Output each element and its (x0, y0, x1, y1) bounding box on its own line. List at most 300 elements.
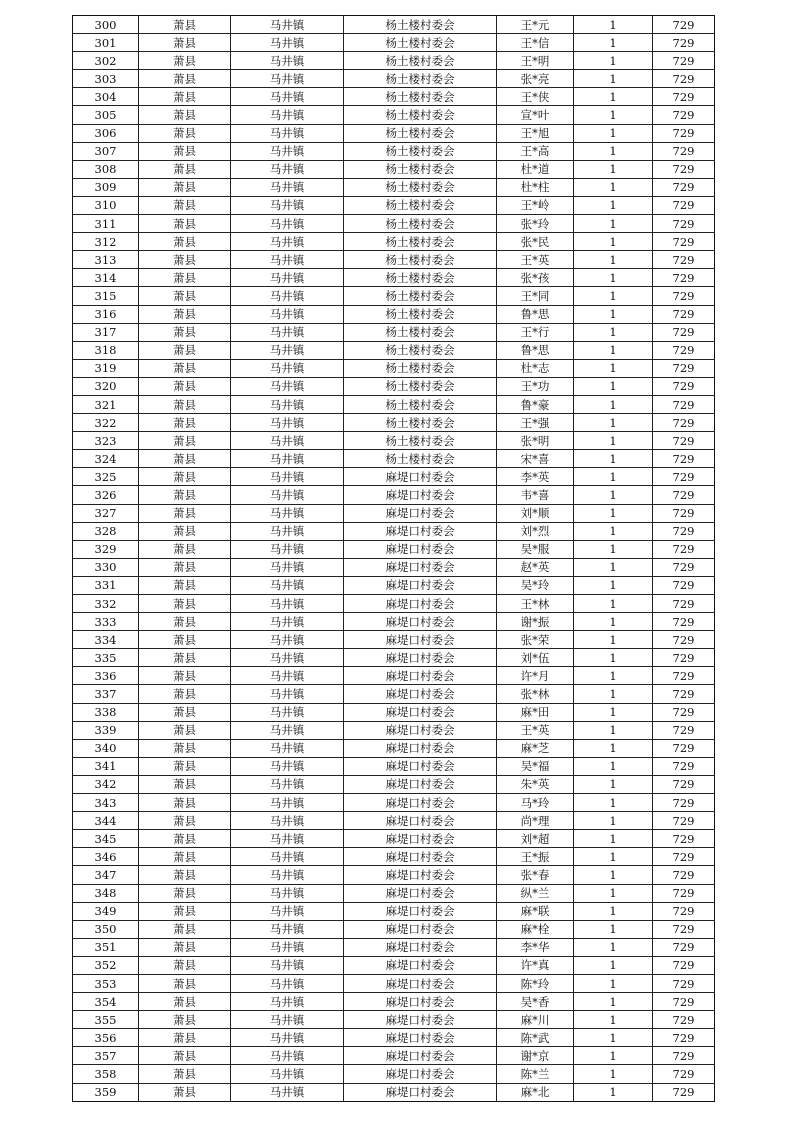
person-name-cell: 麻*田 (497, 703, 574, 721)
town-cell: 马井镇 (231, 70, 344, 88)
person-name-cell: 刘*烈 (497, 522, 574, 540)
table-row (73, 160, 715, 178)
county-cell: 萧县 (139, 70, 231, 88)
county-cell: 萧县 (139, 866, 231, 884)
amount-cell: 729 (653, 721, 715, 739)
county-cell: 萧县 (139, 233, 231, 251)
person-name-cell: 尚*理 (497, 812, 574, 830)
person-name-cell: 陈*玲 (497, 974, 574, 992)
village-committee-cell: 杨土楼村委会 (344, 341, 497, 359)
household-count-cell: 1 (574, 323, 653, 341)
person-name-cell: 张*荣 (497, 631, 574, 649)
town-cell: 马井镇 (231, 196, 344, 214)
town-cell: 马井镇 (231, 739, 344, 757)
village-committee-cell: 杨土楼村委会 (344, 142, 497, 160)
row-number-cell: 335 (73, 649, 139, 667)
table-row (73, 88, 715, 106)
person-name-cell: 王*元 (497, 16, 574, 34)
amount-cell: 729 (653, 305, 715, 323)
village-committee-cell: 麻堤口村委会 (344, 558, 497, 576)
table-row (73, 377, 715, 395)
table-row (73, 323, 715, 341)
town-cell: 马井镇 (231, 830, 344, 848)
table-row (73, 178, 715, 196)
row-number-cell: 348 (73, 884, 139, 902)
amount-cell: 729 (653, 450, 715, 468)
village-committee-cell: 麻堤口村委会 (344, 812, 497, 830)
village-committee-cell: 杨土楼村委会 (344, 106, 497, 124)
row-number-cell: 342 (73, 775, 139, 793)
table-row (73, 251, 715, 269)
village-committee-cell: 麻堤口村委会 (344, 522, 497, 540)
row-number-cell: 354 (73, 993, 139, 1011)
town-cell: 马井镇 (231, 1047, 344, 1065)
row-number-cell: 329 (73, 540, 139, 558)
row-number-cell: 332 (73, 595, 139, 613)
table-row (73, 757, 715, 775)
amount-cell: 729 (653, 251, 715, 269)
amount-cell: 729 (653, 866, 715, 884)
person-name-cell: 刘*顺 (497, 504, 574, 522)
household-count-cell: 1 (574, 88, 653, 106)
amount-cell: 729 (653, 938, 715, 956)
row-number-cell: 344 (73, 812, 139, 830)
table-row (73, 522, 715, 540)
village-committee-cell: 麻堤口村委会 (344, 993, 497, 1011)
row-number-cell: 358 (73, 1065, 139, 1083)
county-cell: 萧县 (139, 812, 231, 830)
table-row (73, 1011, 715, 1029)
amount-cell: 729 (653, 341, 715, 359)
person-name-cell: 张*民 (497, 233, 574, 251)
household-count-cell: 1 (574, 721, 653, 739)
person-name-cell: 吴*玲 (497, 576, 574, 594)
county-cell: 萧县 (139, 142, 231, 160)
person-name-cell: 王*林 (497, 595, 574, 613)
town-cell: 马井镇 (231, 812, 344, 830)
town-cell: 马井镇 (231, 956, 344, 974)
town-cell: 马井镇 (231, 486, 344, 504)
household-count-cell: 1 (574, 215, 653, 233)
village-committee-cell: 杨土楼村委会 (344, 305, 497, 323)
amount-cell: 729 (653, 160, 715, 178)
row-number-cell: 307 (73, 142, 139, 160)
town-cell: 马井镇 (231, 450, 344, 468)
roster-body (73, 16, 715, 1102)
amount-cell: 729 (653, 631, 715, 649)
town-cell: 马井镇 (231, 866, 344, 884)
table-row (73, 993, 715, 1011)
household-count-cell: 1 (574, 739, 653, 757)
town-cell: 马井镇 (231, 287, 344, 305)
village-committee-cell: 麻堤口村委会 (344, 595, 497, 613)
village-committee-cell: 杨土楼村委会 (344, 233, 497, 251)
table-row (73, 721, 715, 739)
town-cell: 马井镇 (231, 1011, 344, 1029)
amount-cell: 729 (653, 902, 715, 920)
row-number-cell: 302 (73, 52, 139, 70)
town-cell: 马井镇 (231, 34, 344, 52)
person-name-cell: 张*春 (497, 866, 574, 884)
town-cell: 马井镇 (231, 251, 344, 269)
table-row (73, 956, 715, 974)
row-number-cell: 306 (73, 124, 139, 142)
amount-cell: 729 (653, 540, 715, 558)
household-count-cell: 1 (574, 377, 653, 395)
household-count-cell: 1 (574, 16, 653, 34)
county-cell: 萧县 (139, 287, 231, 305)
county-cell: 萧县 (139, 721, 231, 739)
row-number-cell: 320 (73, 377, 139, 395)
town-cell: 马井镇 (231, 884, 344, 902)
person-name-cell: 刘*伍 (497, 649, 574, 667)
village-committee-cell: 麻堤口村委会 (344, 830, 497, 848)
household-count-cell: 1 (574, 1029, 653, 1047)
amount-cell: 729 (653, 1047, 715, 1065)
village-committee-cell: 杨土楼村委会 (344, 196, 497, 214)
village-committee-cell: 杨土楼村委会 (344, 432, 497, 450)
county-cell: 萧县 (139, 450, 231, 468)
person-name-cell: 麻*北 (497, 1083, 574, 1101)
county-cell: 萧县 (139, 794, 231, 812)
county-cell: 萧县 (139, 938, 231, 956)
amount-cell: 729 (653, 88, 715, 106)
table-row (73, 558, 715, 576)
county-cell: 萧县 (139, 540, 231, 558)
village-committee-cell: 麻堤口村委会 (344, 866, 497, 884)
household-count-cell: 1 (574, 142, 653, 160)
person-name-cell: 吴*福 (497, 757, 574, 775)
household-count-cell: 1 (574, 395, 653, 413)
county-cell: 萧县 (139, 215, 231, 233)
town-cell: 马井镇 (231, 359, 344, 377)
household-count-cell: 1 (574, 251, 653, 269)
amount-cell: 729 (653, 106, 715, 124)
county-cell: 萧县 (139, 395, 231, 413)
village-committee-cell: 杨土楼村委会 (344, 359, 497, 377)
village-committee-cell: 杨土楼村委会 (344, 16, 497, 34)
county-cell: 萧县 (139, 920, 231, 938)
county-cell: 萧县 (139, 160, 231, 178)
person-name-cell: 赵*英 (497, 558, 574, 576)
county-cell: 萧县 (139, 1065, 231, 1083)
household-count-cell: 1 (574, 1011, 653, 1029)
household-count-cell: 1 (574, 196, 653, 214)
town-cell: 马井镇 (231, 178, 344, 196)
household-count-cell: 1 (574, 269, 653, 287)
town-cell: 马井镇 (231, 938, 344, 956)
county-cell: 萧县 (139, 323, 231, 341)
town-cell: 马井镇 (231, 52, 344, 70)
amount-cell: 729 (653, 739, 715, 757)
table-row (73, 775, 715, 793)
town-cell: 马井镇 (231, 1065, 344, 1083)
village-committee-cell: 麻堤口村委会 (344, 685, 497, 703)
household-count-cell: 1 (574, 178, 653, 196)
county-cell: 萧县 (139, 359, 231, 377)
village-committee-cell: 麻堤口村委会 (344, 920, 497, 938)
person-name-cell: 张*孩 (497, 269, 574, 287)
amount-cell: 729 (653, 486, 715, 504)
county-cell: 萧县 (139, 522, 231, 540)
person-name-cell: 麻*栓 (497, 920, 574, 938)
person-name-cell: 王*英 (497, 251, 574, 269)
person-name-cell: 许*月 (497, 667, 574, 685)
person-name-cell: 纵*兰 (497, 884, 574, 902)
village-committee-cell: 麻堤口村委会 (344, 703, 497, 721)
county-cell: 萧县 (139, 124, 231, 142)
row-number-cell: 331 (73, 576, 139, 594)
table-row (73, 866, 715, 884)
village-committee-cell: 麻堤口村委会 (344, 576, 497, 594)
household-count-cell: 1 (574, 830, 653, 848)
household-count-cell: 1 (574, 414, 653, 432)
person-name-cell: 王*侠 (497, 88, 574, 106)
amount-cell: 729 (653, 432, 715, 450)
household-count-cell: 1 (574, 522, 653, 540)
person-name-cell: 吴*香 (497, 993, 574, 1011)
household-count-cell: 1 (574, 775, 653, 793)
county-cell: 萧县 (139, 830, 231, 848)
row-number-cell: 326 (73, 486, 139, 504)
county-cell: 萧县 (139, 649, 231, 667)
town-cell: 马井镇 (231, 576, 344, 594)
person-name-cell: 李*华 (497, 938, 574, 956)
person-name-cell: 宋*喜 (497, 450, 574, 468)
county-cell: 萧县 (139, 88, 231, 106)
county-cell: 萧县 (139, 486, 231, 504)
county-cell: 萧县 (139, 576, 231, 594)
village-committee-cell: 杨土楼村委会 (344, 178, 497, 196)
village-committee-cell: 杨土楼村委会 (344, 34, 497, 52)
table-row (73, 305, 715, 323)
village-committee-cell: 麻堤口村委会 (344, 540, 497, 558)
town-cell: 马井镇 (231, 540, 344, 558)
amount-cell: 729 (653, 884, 715, 902)
county-cell: 萧县 (139, 595, 231, 613)
table-row (73, 902, 715, 920)
person-name-cell: 张*林 (497, 685, 574, 703)
household-count-cell: 1 (574, 504, 653, 522)
county-cell: 萧县 (139, 251, 231, 269)
village-committee-cell: 杨土楼村委会 (344, 377, 497, 395)
town-cell: 马井镇 (231, 649, 344, 667)
village-committee-cell: 杨土楼村委会 (344, 414, 497, 432)
household-count-cell: 1 (574, 233, 653, 251)
row-number-cell: 324 (73, 450, 139, 468)
row-number-cell: 323 (73, 432, 139, 450)
county-cell: 萧县 (139, 106, 231, 124)
village-committee-cell: 麻堤口村委会 (344, 1065, 497, 1083)
row-number-cell: 333 (73, 613, 139, 631)
household-count-cell: 1 (574, 703, 653, 721)
household-count-cell: 1 (574, 287, 653, 305)
village-committee-cell: 麻堤口村委会 (344, 631, 497, 649)
person-name-cell: 麻*联 (497, 902, 574, 920)
household-count-cell: 1 (574, 649, 653, 667)
row-number-cell: 359 (73, 1083, 139, 1101)
county-cell: 萧县 (139, 703, 231, 721)
county-cell: 萧县 (139, 52, 231, 70)
row-number-cell: 345 (73, 830, 139, 848)
amount-cell: 729 (653, 1065, 715, 1083)
county-cell: 萧县 (139, 848, 231, 866)
village-committee-cell: 麻堤口村委会 (344, 667, 497, 685)
town-cell: 马井镇 (231, 993, 344, 1011)
village-committee-cell: 麻堤口村委会 (344, 486, 497, 504)
row-number-cell: 321 (73, 395, 139, 413)
county-cell: 萧县 (139, 613, 231, 631)
amount-cell: 729 (653, 504, 715, 522)
village-committee-cell: 麻堤口村委会 (344, 794, 497, 812)
household-count-cell: 1 (574, 486, 653, 504)
row-number-cell: 357 (73, 1047, 139, 1065)
table-row (73, 938, 715, 956)
amount-cell: 729 (653, 703, 715, 721)
amount-cell: 729 (653, 775, 715, 793)
amount-cell: 729 (653, 649, 715, 667)
person-name-cell: 鲁*思 (497, 341, 574, 359)
county-cell: 萧县 (139, 1083, 231, 1101)
person-name-cell: 鲁*思 (497, 305, 574, 323)
household-count-cell: 1 (574, 106, 653, 124)
amount-cell: 729 (653, 993, 715, 1011)
household-count-cell: 1 (574, 631, 653, 649)
table-row (73, 974, 715, 992)
village-committee-cell: 麻堤口村委会 (344, 739, 497, 757)
household-count-cell: 1 (574, 576, 653, 594)
person-name-cell: 王*英 (497, 721, 574, 739)
town-cell: 马井镇 (231, 377, 344, 395)
row-number-cell: 328 (73, 522, 139, 540)
amount-cell: 729 (653, 576, 715, 594)
table-row (73, 920, 715, 938)
amount-cell: 729 (653, 269, 715, 287)
county-cell: 萧县 (139, 269, 231, 287)
town-cell: 马井镇 (231, 974, 344, 992)
table-row (73, 450, 715, 468)
amount-cell: 729 (653, 124, 715, 142)
person-name-cell: 王*强 (497, 414, 574, 432)
household-count-cell: 1 (574, 160, 653, 178)
town-cell: 马井镇 (231, 775, 344, 793)
town-cell: 马井镇 (231, 1029, 344, 1047)
amount-cell: 729 (653, 359, 715, 377)
village-committee-cell: 杨土楼村委会 (344, 88, 497, 106)
amount-cell: 729 (653, 323, 715, 341)
household-count-cell: 1 (574, 613, 653, 631)
village-committee-cell: 麻堤口村委会 (344, 938, 497, 956)
village-committee-cell: 麻堤口村委会 (344, 468, 497, 486)
household-count-cell: 1 (574, 1083, 653, 1101)
table-row (73, 1029, 715, 1047)
person-name-cell: 谢*振 (497, 613, 574, 631)
county-cell: 萧县 (139, 1047, 231, 1065)
county-cell: 萧县 (139, 305, 231, 323)
person-name-cell: 麻*芝 (497, 739, 574, 757)
table-row (73, 576, 715, 594)
person-name-cell: 王*振 (497, 848, 574, 866)
person-name-cell: 鲁*豪 (497, 395, 574, 413)
table-row (73, 884, 715, 902)
table-row (73, 414, 715, 432)
amount-cell: 729 (653, 34, 715, 52)
row-number-cell: 319 (73, 359, 139, 377)
person-name-cell: 朱*英 (497, 775, 574, 793)
household-count-cell: 1 (574, 794, 653, 812)
household-count-cell: 1 (574, 341, 653, 359)
person-name-cell: 许*真 (497, 956, 574, 974)
row-number-cell: 305 (73, 106, 139, 124)
row-number-cell: 312 (73, 233, 139, 251)
household-count-cell: 1 (574, 866, 653, 884)
row-number-cell: 317 (73, 323, 139, 341)
village-committee-cell: 杨土楼村委会 (344, 395, 497, 413)
amount-cell: 729 (653, 974, 715, 992)
town-cell: 马井镇 (231, 1083, 344, 1101)
row-number-cell: 337 (73, 685, 139, 703)
county-cell: 萧县 (139, 558, 231, 576)
row-number-cell: 313 (73, 251, 139, 269)
table-row (73, 739, 715, 757)
amount-cell: 729 (653, 522, 715, 540)
row-number-cell: 310 (73, 196, 139, 214)
amount-cell: 729 (653, 595, 715, 613)
village-committee-cell: 麻堤口村委会 (344, 902, 497, 920)
town-cell: 马井镇 (231, 414, 344, 432)
table-row (73, 1083, 715, 1101)
town-cell: 马井镇 (231, 215, 344, 233)
row-number-cell: 356 (73, 1029, 139, 1047)
household-count-cell: 1 (574, 558, 653, 576)
amount-cell: 729 (653, 812, 715, 830)
table-row (73, 703, 715, 721)
person-name-cell: 杜*志 (497, 359, 574, 377)
village-committee-cell: 麻堤口村委会 (344, 757, 497, 775)
village-committee-cell: 麻堤口村委会 (344, 1011, 497, 1029)
table-row (73, 233, 715, 251)
household-count-cell: 1 (574, 812, 653, 830)
table-row (73, 52, 715, 70)
village-committee-cell: 杨土楼村委会 (344, 450, 497, 468)
village-committee-cell: 麻堤口村委会 (344, 775, 497, 793)
amount-cell: 729 (653, 667, 715, 685)
town-cell: 马井镇 (231, 667, 344, 685)
household-count-cell: 1 (574, 1065, 653, 1083)
row-number-cell: 311 (73, 215, 139, 233)
county-cell: 萧县 (139, 341, 231, 359)
row-number-cell: 353 (73, 974, 139, 992)
table-row (73, 486, 715, 504)
amount-cell: 729 (653, 215, 715, 233)
amount-cell: 729 (653, 468, 715, 486)
county-cell: 萧县 (139, 993, 231, 1011)
household-count-cell: 1 (574, 432, 653, 450)
table-row (73, 848, 715, 866)
village-committee-cell: 麻堤口村委会 (344, 1047, 497, 1065)
town-cell: 马井镇 (231, 920, 344, 938)
village-committee-cell: 麻堤口村委会 (344, 848, 497, 866)
town-cell: 马井镇 (231, 323, 344, 341)
town-cell: 马井镇 (231, 160, 344, 178)
person-name-cell: 陈*武 (497, 1029, 574, 1047)
person-name-cell: 麻*川 (497, 1011, 574, 1029)
amount-cell: 729 (653, 395, 715, 413)
person-name-cell: 吴*服 (497, 540, 574, 558)
town-cell: 马井镇 (231, 848, 344, 866)
household-count-cell: 1 (574, 70, 653, 88)
county-cell: 萧县 (139, 667, 231, 685)
